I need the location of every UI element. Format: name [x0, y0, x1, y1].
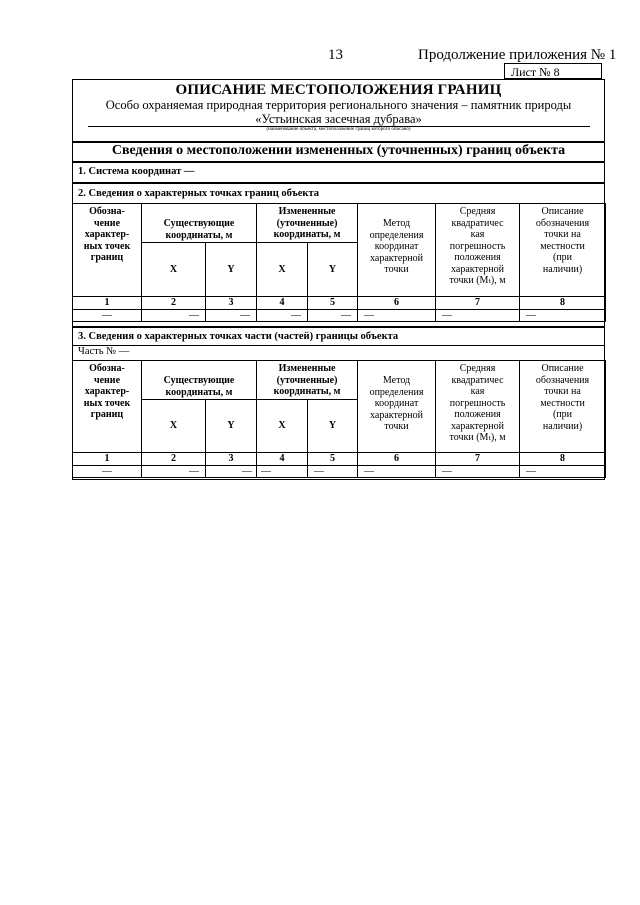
header-designation: Обозна- чение характер- ных точек границ: [73, 361, 142, 453]
empty-cell: —: [436, 309, 520, 322]
empty-cell: —: [73, 309, 142, 322]
divider: [72, 326, 605, 328]
header-x: X: [257, 400, 308, 453]
boundary-points-table: [72, 203, 606, 322]
header-changed-coords: Измененные (уточненные) координаты, м: [257, 361, 358, 400]
empty-cell: —: [358, 465, 436, 478]
column-number: 3: [206, 297, 257, 310]
part-number-row: Часть № —: [78, 346, 130, 357]
column-number: 6: [358, 297, 436, 310]
empty-cell: —: [520, 465, 606, 478]
column-number: 7: [436, 297, 520, 310]
header-existing-coords: Существующие координаты, м: [142, 361, 257, 400]
column-number: 8: [520, 297, 606, 310]
continuation-label: Продолжение приложения № 1: [418, 47, 617, 63]
object-name-line: «Устьинская засечная дубрава»: [255, 112, 422, 126]
header-y: Y: [308, 243, 358, 297]
header-y: Y: [206, 243, 257, 297]
empty-cell: —: [520, 309, 606, 322]
header-method: Метод определения координат характерной точки: [358, 361, 436, 453]
column-number: 4: [257, 297, 308, 310]
header-x: X: [142, 400, 206, 453]
empty-cell: —: [308, 309, 358, 322]
section-2-title: 2. Сведения о характерных точках границ объекта: [78, 188, 319, 199]
document-title: ОПИСАНИЕ МЕСТОПОЛОЖЕНИЯ ГРАНИЦ: [175, 82, 502, 98]
header-method: Метод определения координат характерной точки: [358, 204, 436, 297]
header-y: Y: [206, 400, 257, 453]
column-number: 5: [308, 453, 358, 466]
header-existing-coords: Существующие координаты, м: [142, 204, 257, 243]
empty-cell: —: [257, 309, 308, 322]
header-description: Описание обозначения точки на местности (при наличии): [520, 204, 606, 297]
column-number: 8: [520, 453, 606, 466]
divider: [72, 182, 605, 184]
coordinate-system-row: 1. Система координат —: [78, 166, 195, 177]
empty-cell: —: [206, 465, 257, 478]
empty-cell: —: [358, 309, 436, 322]
page-number: 13: [328, 47, 343, 63]
empty-cell: —: [308, 465, 358, 478]
sheet-number-box: Лист № 8: [504, 63, 602, 79]
part-points-table: [72, 360, 606, 478]
empty-cell: —: [142, 465, 206, 478]
header-error: Средняя квадратичес кая погрешность положения характерной точки (Mₜ), м: [436, 361, 520, 453]
header-error: Средняя квадратичес кая погрешность положения характерной точки (Mₜ), м: [436, 204, 520, 297]
divider: [72, 345, 605, 346]
column-number: 2: [142, 297, 206, 310]
empty-cell: —: [206, 309, 257, 322]
header-x: X: [257, 243, 308, 297]
column-number: 1: [73, 453, 142, 466]
header-description: Описание обозначения точки на местности (при наличии): [520, 361, 606, 453]
header-x: X: [142, 243, 206, 297]
section-3-title: 3. Сведения о характерных точках части (частей) границы объекта: [78, 331, 399, 342]
header-designation: Обозна- чение характер- ных точек границ: [73, 204, 142, 297]
empty-cell: —: [142, 309, 206, 322]
column-number: 1: [73, 297, 142, 310]
divider: [72, 161, 605, 163]
empty-cell: —: [73, 465, 142, 478]
object-type-line: Особо охраняемая природная территория регионального значения – памятник природы: [105, 98, 572, 112]
column-number: 6: [358, 453, 436, 466]
header-changed-coords: Измененные (уточненные) координаты, м: [257, 204, 358, 243]
object-name-caption: (наименование объекта, местоположение границ которого описано): [266, 127, 411, 132]
empty-cell: —: [257, 465, 308, 478]
column-number: 5: [308, 297, 358, 310]
column-number: 2: [142, 453, 206, 466]
header-y: Y: [308, 400, 358, 453]
empty-cell: —: [436, 465, 520, 478]
column-number: 4: [257, 453, 308, 466]
column-number: 3: [206, 453, 257, 466]
section-title: Сведения о местоположении измененных (уточненных) границ объекта: [111, 143, 566, 158]
column-number: 7: [436, 453, 520, 466]
